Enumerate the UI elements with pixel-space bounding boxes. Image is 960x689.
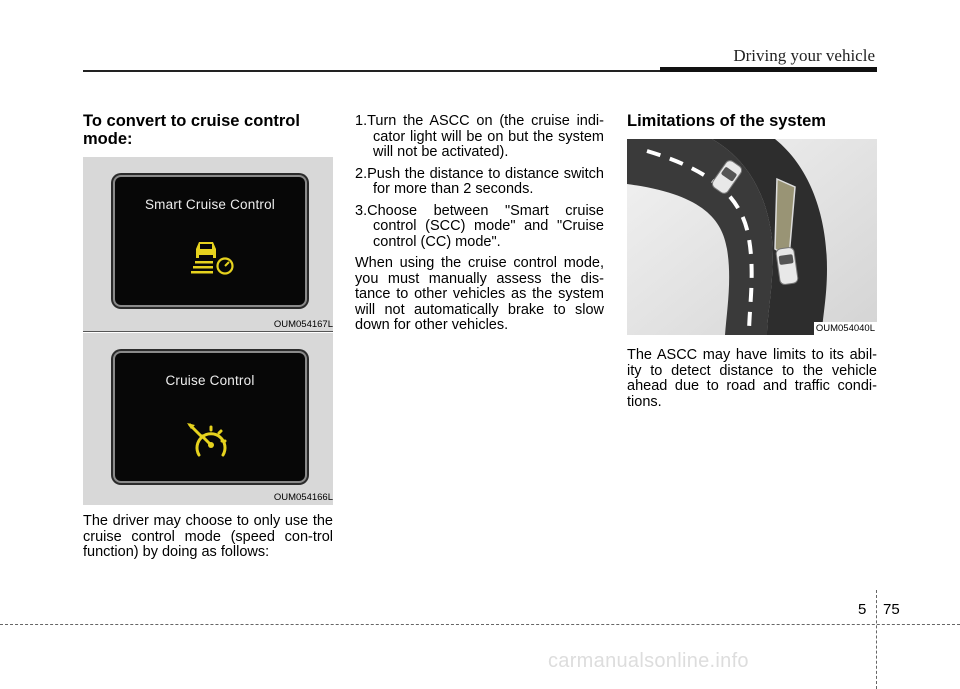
- right-paragraph: [627, 348, 877, 410]
- smart-cruise-icon: [191, 239, 235, 275]
- watermark: carmanualsonline.info: [548, 650, 749, 672]
- limitations-heading: Limitations of the system: [627, 112, 826, 130]
- figure-code-1: OUM054167L: [273, 319, 333, 330]
- screen-title-scc: Smart Cruise Control: [144, 197, 276, 212]
- smart-cruise-figure: [83, 157, 333, 332]
- footer-divider: [876, 590, 878, 689]
- section-title: Driving your vehicle: [733, 46, 875, 65]
- screen-title-cc: Cruise Control: [165, 373, 255, 388]
- step-1: 1.Turn the ASCC on (the cruise indi-cator light will be on but the system will not be activated).: [355, 113, 604, 160]
- convert-heading: To convert to cruise control mode:: [83, 112, 300, 148]
- cruise-mode-text: When using the cruise control mode, you must manually assess the dis-tance to other vehicles as the system will not automatically brake to slow down for other vehicles.: [355, 255, 604, 333]
- middle-column: [355, 114, 604, 334]
- cluster-display-cc: [115, 353, 305, 481]
- curved-road-illustration: [627, 139, 877, 335]
- left-paragraph: [83, 514, 333, 561]
- figure-code-2: OUM054166L: [273, 492, 333, 503]
- header-rule-accent: [660, 67, 877, 72]
- driver-choice-text: The driver may choose to only use the cruise control mode (speed con-trol function) by doing as follows:: [83, 513, 333, 560]
- step-3: 3.Choose between "Smart cruise control (SCC) mode" and "Cruise control (CC) mode".: [355, 202, 604, 250]
- cruise-figure: [83, 333, 333, 505]
- conversion-steps: [355, 114, 604, 250]
- limitations-text: The ASCC may have limits to its abil-ity to detect distance to the vehicle ahead due to road and traffic condi-tions.: [627, 347, 877, 410]
- chapter-number: 5: [858, 601, 867, 618]
- footer-rule: [0, 624, 960, 625]
- step-2: 2.Push the distance to distance switch for more than 2 seconds.: [355, 165, 604, 197]
- figure-code-3: OUM054040L: [815, 323, 875, 334]
- page-number: 75: [883, 601, 900, 618]
- figure-divider: [83, 331, 333, 332]
- road-scene: [627, 139, 877, 335]
- cruise-control-icon: [185, 419, 233, 467]
- cluster-display-scc: [115, 177, 305, 305]
